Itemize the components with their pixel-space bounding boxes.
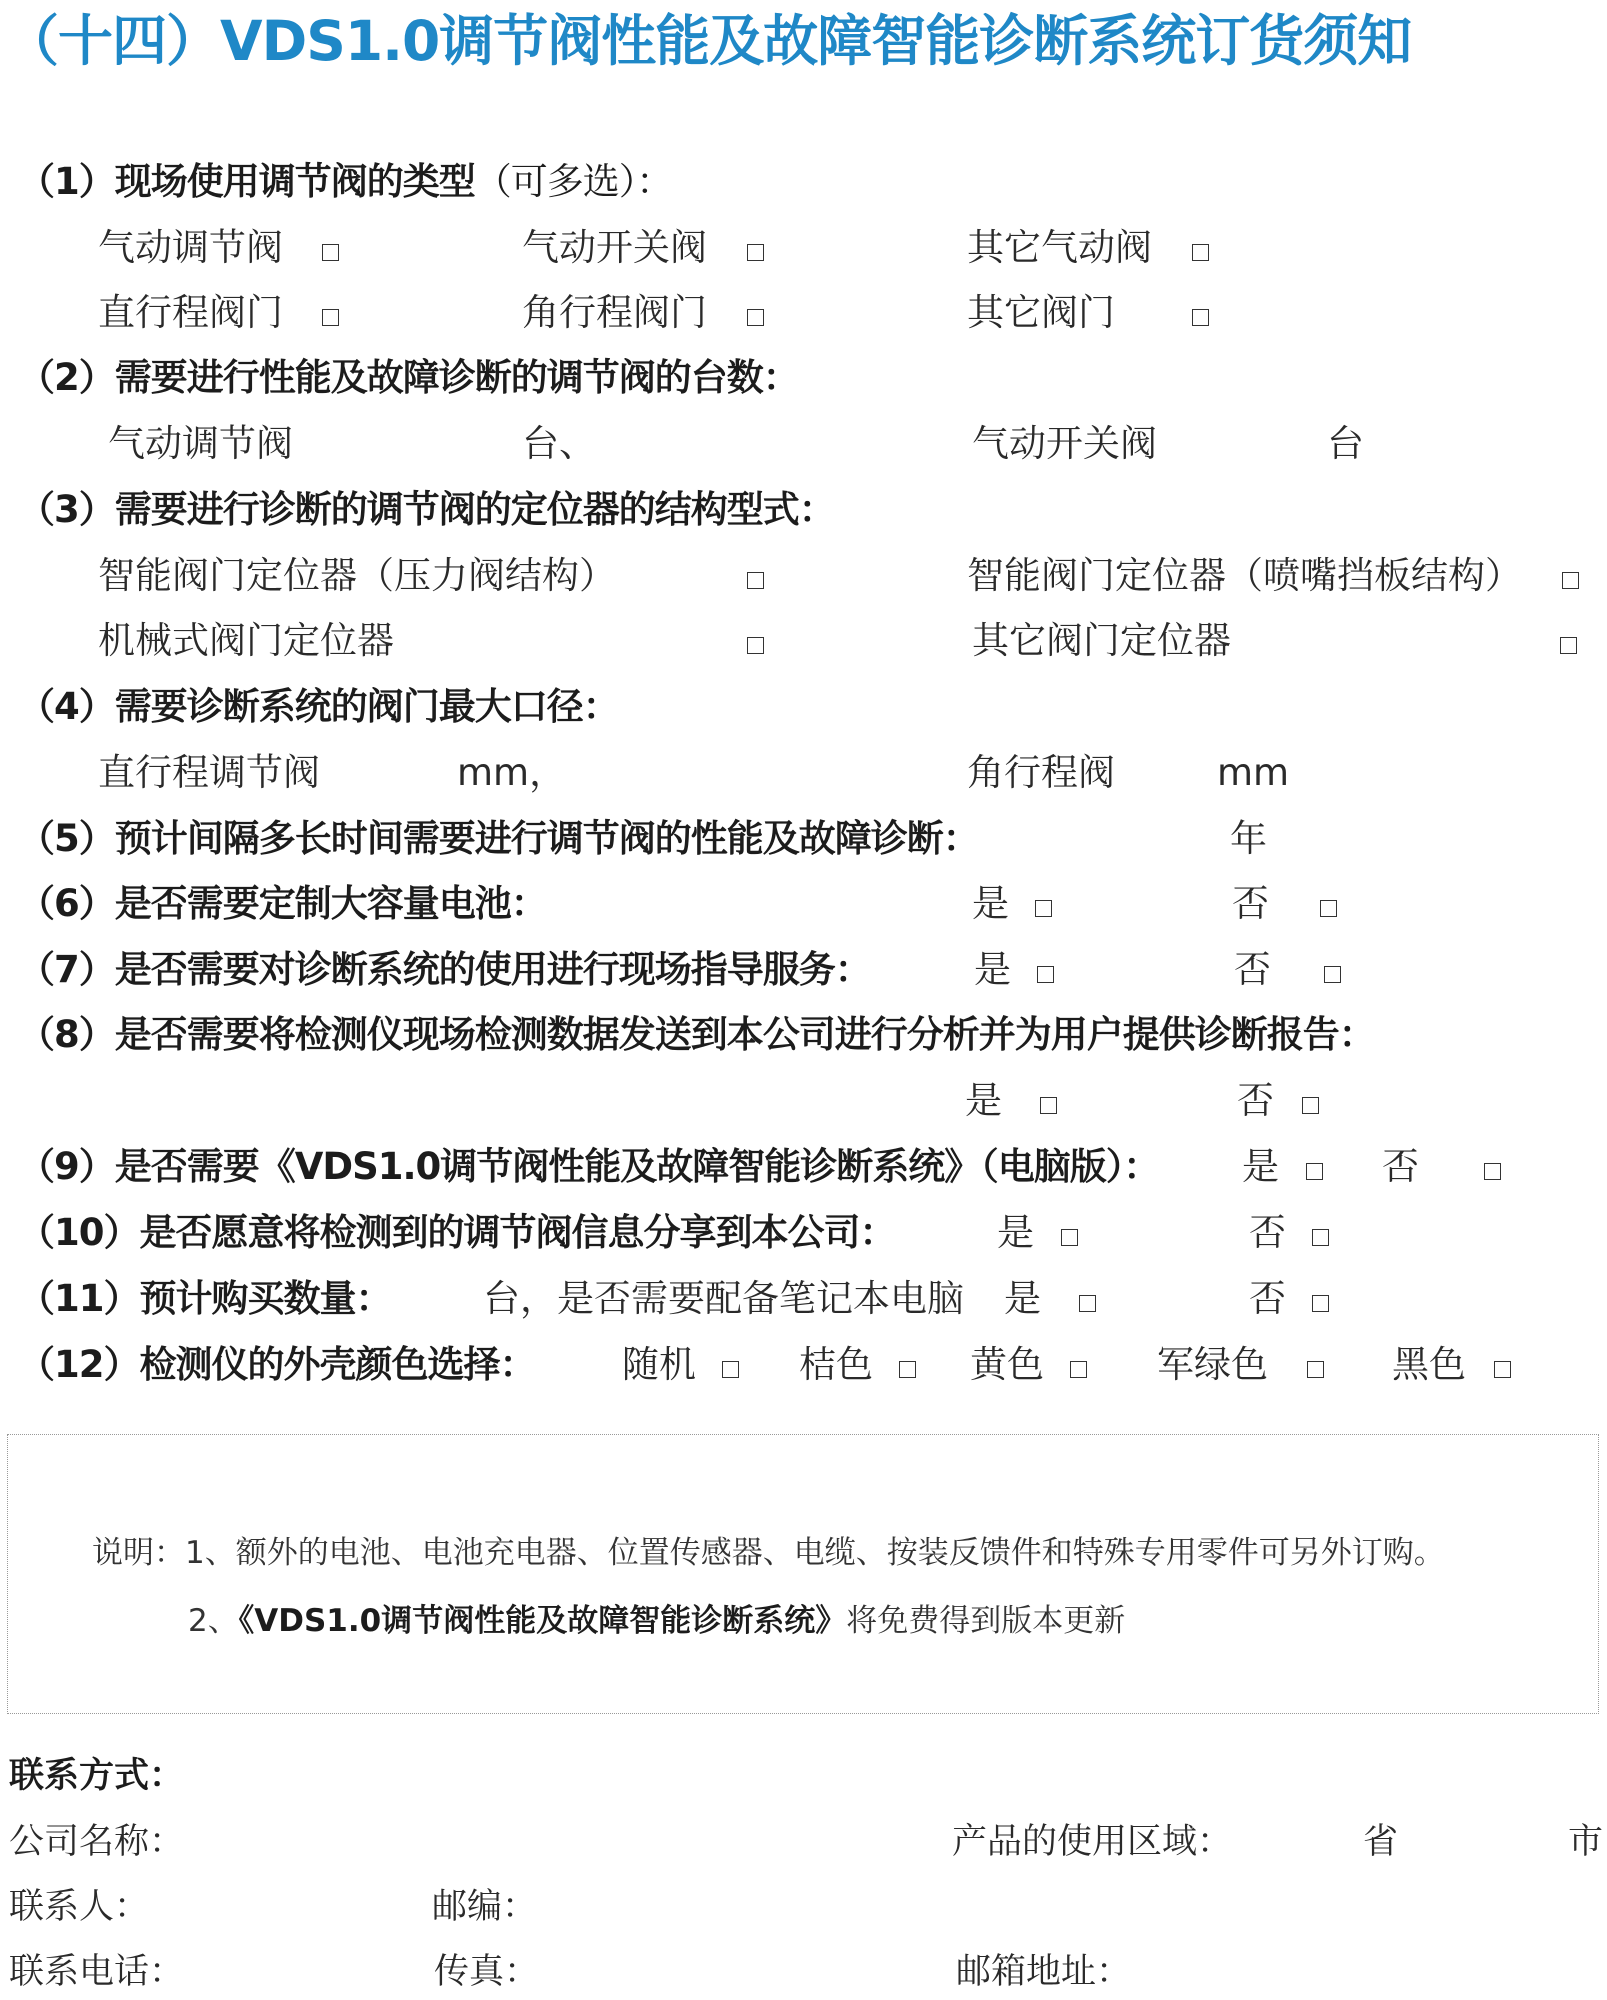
question-7-label: （7）是否需要对诊断系统的使用进行现场指导服务： [18,948,871,991]
contact-province-label: 省 [1363,1822,1399,1862]
q1-checkbox-other-valve[interactable] [1192,309,1209,326]
q10-yes-label: 是 [997,1211,1034,1254]
q8-yes-label: 是 [965,1079,1002,1122]
q12-checkbox-orange[interactable] [899,1361,916,1378]
q1-option-linear-valve: 直行程阀门 [98,291,283,334]
question-1-note: （可多选）： [474,160,673,203]
question-1-label [18,160,673,203]
q7-no-label: 否 [1234,948,1271,991]
question-4-label: （4）需要诊断系统的阀门最大口径： [18,685,619,728]
contact-heading: 联系方式： [9,1756,185,1796]
q3-option-other-positioner: 其它阀门定位器 [972,619,1231,662]
q2-unit-1: 台、 [522,422,596,465]
q7-yes-label: 是 [974,948,1011,991]
q1-option-pneumatic-switch-valve: 气动开关阀 [522,226,707,269]
q5-interval-field[interactable] [1010,817,1220,857]
q9-yes-checkbox[interactable] [1306,1163,1323,1180]
q2-unit-2: 台 [1327,422,1364,465]
q10-no-checkbox[interactable] [1312,1229,1329,1246]
q4-size-field-rotary[interactable] [1125,751,1215,791]
contact-person-field[interactable] [150,1887,420,1927]
contact-person-label: 联系人： [9,1887,150,1927]
q6-no-label: 否 [1232,882,1269,925]
q1-checkbox-rotary-valve[interactable] [747,309,764,326]
q7-yes-checkbox[interactable] [1037,966,1054,983]
q6-yes-checkbox[interactable] [1035,900,1052,917]
q11-yes-label: 是 [1004,1277,1041,1320]
q1-option-other-pneumatic-valve: 其它气动阀 [967,226,1152,269]
q8-yes-checkbox[interactable] [1040,1097,1057,1114]
question-11-label: （11）预计购买数量： [18,1277,392,1320]
q3-checkbox-smart-nozzle[interactable] [1562,572,1579,589]
page-title: （十四）VDS1.0调节阀性能及故障智能诊断系统订货须知 [4,9,1412,73]
q12-checkbox-army-green[interactable] [1307,1361,1324,1378]
question-12-label: （12）检测仪的外壳颜色选择： [18,1343,536,1386]
q11-no-label: 否 [1249,1277,1286,1320]
note-line-2 [188,1603,1126,1639]
q4-unit-1: mm， [457,751,567,794]
note-line-2-suffix: 将免费得到版本更新 [846,1603,1126,1639]
q9-yes-label: 是 [1242,1145,1279,1188]
q9-no-label: 否 [1382,1145,1419,1188]
q10-yes-checkbox[interactable] [1061,1229,1078,1246]
question-1-text: （1）现场使用调节阀的类型 [18,160,475,203]
q12-color-black: 黑色 [1392,1343,1466,1386]
contact-postcode-field[interactable] [540,1887,920,1927]
q2-count-field-control-valve[interactable] [310,422,510,462]
q11-yes-checkbox[interactable] [1079,1295,1096,1312]
q12-color-yellow: 黄色 [970,1343,1044,1386]
q12-color-random: 随机 [622,1343,696,1386]
q2-count-field-switch-valve[interactable] [1170,422,1320,462]
q11-quantity-field[interactable] [400,1277,480,1317]
q6-no-checkbox[interactable] [1320,900,1337,917]
q1-checkbox-pneumatic-control-valve[interactable] [322,244,339,261]
q1-checkbox-pneumatic-switch-valve[interactable] [747,244,764,261]
question-10-label: （10）是否愿意将检测到的调节阀信息分享到本公司： [18,1211,896,1254]
contact-email-label: 邮箱地址： [956,1952,1132,1992]
q4-unit-2: mm [1217,751,1290,794]
note-line-2-prefix: 2、 [188,1603,239,1639]
note-line-1: 说明：1、额外的电池、电池充电器、位置传感器、电缆、按装反馈件和特殊专用零件可另外订购。 [92,1535,1445,1571]
q3-checkbox-smart-pressure[interactable] [747,572,764,589]
q4-item-linear: 直行程调节阀 [98,751,320,794]
q12-color-orange: 桔色 [799,1343,873,1386]
q2-item-pneumatic-switch-valve: 气动开关阀 [972,422,1157,465]
q1-option-pneumatic-control-valve: 气动调节阀 [98,226,283,269]
question-6-label: （6）是否需要定制大容量电池： [18,882,547,925]
question-2-label: （2）需要进行性能及故障诊断的调节阀的台数： [18,356,799,399]
q12-checkbox-random[interactable] [722,1361,739,1378]
notes-box [7,1434,1599,1714]
q1-checkbox-other-pneumatic-valve[interactable] [1192,244,1209,261]
q8-no-checkbox[interactable] [1302,1097,1319,1114]
contact-phone-field[interactable] [185,1952,425,1992]
q3-option-smart-nozzle: 智能阀门定位器（喷嘴挡板结构） [967,554,1522,597]
contact-email-field[interactable] [1130,1952,1590,1992]
q1-option-rotary-valve: 角行程阀门 [522,291,707,334]
contact-city-field[interactable] [1410,1822,1560,1862]
q3-option-smart-pressure: 智能阀门定位器（压力阀结构） [98,554,616,597]
q4-item-rotary: 角行程阀 [967,751,1115,794]
contact-province-field[interactable] [1230,1822,1360,1862]
q4-size-field-linear[interactable] [330,751,450,791]
contact-company-label: 公司名称： [9,1822,185,1862]
q3-option-mechanical: 机械式阀门定位器 [98,619,394,662]
contact-city-label: 市 [1568,1822,1604,1862]
q1-option-other-valve: 其它阀门 [967,291,1115,334]
contact-company-field[interactable] [185,1822,925,1862]
question-5-label: （5）预计间隔多长时间需要进行调节阀的性能及故障诊断： [18,817,979,860]
contact-fax-label: 传真： [434,1952,540,1992]
q3-checkbox-other-positioner[interactable] [1560,637,1577,654]
contact-phone-label: 联系电话： [9,1952,185,1992]
q12-color-army-green: 军绿色 [1157,1343,1268,1386]
question-9-label: （9）是否需要《VDS1.0调节阀性能及故障智能诊断系统》（电脑版）： [18,1145,1160,1188]
q5-unit: 年 [1230,817,1267,860]
q8-no-label: 否 [1237,1079,1274,1122]
contact-region-label: 产品的使用区域： [952,1822,1233,1862]
q7-no-checkbox[interactable] [1324,966,1341,983]
question-3-label: （3）需要进行诊断的调节阀的定位器的结构型式： [18,488,835,531]
q10-no-label: 否 [1249,1211,1286,1254]
contact-postcode-label: 邮编： [432,1887,538,1927]
note-line-2-product-name: 《VDS1.0调节阀性能及故障智能诊断系统》 [238,1603,847,1639]
q3-checkbox-mechanical[interactable] [747,637,764,654]
q12-checkbox-black[interactable] [1494,1361,1511,1378]
question-8-label: （8）是否需要将检测仪现场检测数据发送到本公司进行分析并为用户提供诊断报告： [18,1013,1375,1056]
q6-yes-label: 是 [972,882,1009,925]
contact-fax-field[interactable] [540,1952,940,1992]
q2-item-pneumatic-control-valve: 气动调节阀 [108,422,293,465]
q9-no-checkbox[interactable] [1484,1163,1501,1180]
q11-no-checkbox[interactable] [1312,1295,1329,1312]
q1-checkbox-linear-valve[interactable] [322,309,339,326]
q12-checkbox-yellow[interactable] [1070,1361,1087,1378]
q11-mid-text: 台，是否需要配备笔记本电脑 [483,1277,964,1320]
